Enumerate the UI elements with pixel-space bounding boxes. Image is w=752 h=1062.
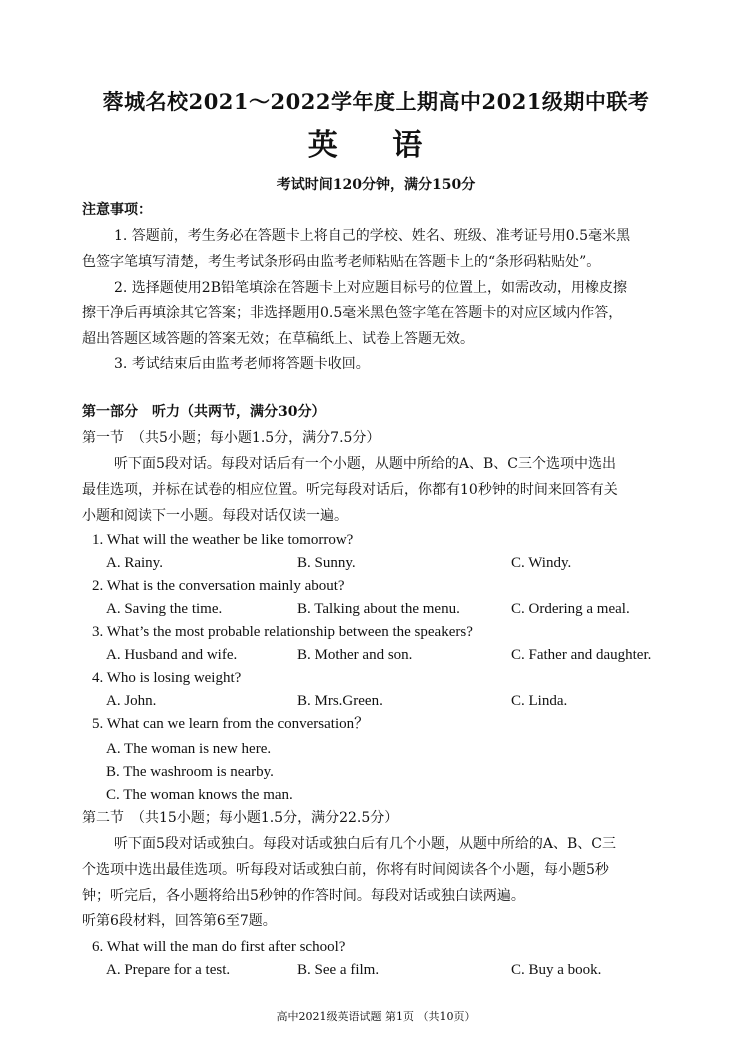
exam-info: 考试时间120分钟，满分150分 (276, 177, 476, 193)
option-c: C. Ordering a meal. (511, 601, 630, 617)
option-b: B. Talking about the menu. (297, 601, 460, 617)
option-b: B. Mother and son. (297, 647, 413, 663)
subject-title: 英 语 (307, 128, 445, 163)
option-a: A. Saving the time. (106, 601, 223, 617)
question-stem: 5. What can we learn from the conversation？ (92, 716, 370, 732)
option-c: C. Linda. (511, 693, 568, 709)
question-stem: 6. What will the man do first after school? (92, 939, 346, 955)
section1-instruction: 小题和阅读下一小题。每段对话仅读一遍。 (82, 508, 348, 524)
material-6-label: 听第6段材料，回答第6至7题。 (82, 913, 277, 929)
section2-instruction: 听下面5段对话或独白。每段对话或独白后有几个小题，从题中所给的A、B、C三 (114, 836, 617, 852)
page-footer: 高中2021级英语试题 第1页 （共10页） (276, 1010, 476, 1023)
option-a: A. John. (106, 693, 157, 709)
notes-line: 1. 答题前，考生务必在答题卡上将自己的学校、姓名、班级、准考证号用0.5毫米黑 (114, 228, 631, 244)
notes-line: 擦干净后再填涂其它答案；非选择题用0.5毫米黑色签字笔在答题卡的对应区域内作答， (82, 305, 623, 321)
section1-heading: 第一节 （共5小题；每小题1.5分，满分7.5分） (82, 430, 381, 446)
section2-instruction: 钟；听完后，各小题将给出5秒钟的作答时间。每段对话或独白读两遍。 (82, 888, 525, 904)
option-b: B. Mrs.Green. (297, 693, 383, 709)
question-stem: 4. Who is losing weight? (92, 670, 242, 686)
question-stem: 1. What will the weather be like tomorrow? (92, 532, 354, 548)
option-a: A. Husband and wife. (106, 647, 238, 663)
option-c: C. Buy a book. (511, 962, 602, 978)
option-b: B. Sunny. (297, 555, 356, 571)
part1-heading: 第一部分 听力（共两节，满分30分） (82, 404, 326, 420)
exam-title: 蓉城名校2021～2022学年度上期高中2021级期中联考 (102, 89, 650, 114)
option-c: C. Windy. (511, 555, 572, 571)
section2-instruction: 个选项中选出最佳选项。听每段对话或独白前，你将有时间阅读各个小题，每小题5秒 (82, 862, 609, 878)
option-a: A. The woman is new here. (106, 741, 272, 757)
option-b: B. The washroom is nearby. (106, 764, 274, 780)
notes-line: 3. 考试结束后由监考老师将答题卡收回。 (114, 356, 370, 372)
notes-line: 色签字笔填写清楚，考生考试条形码由监考老师粘贴在答题卡上的“条形码粘贴处”。 (82, 254, 601, 270)
option-c: C. Father and daughter. (511, 647, 652, 663)
option-b: B. See a film. (297, 962, 380, 978)
notes-heading: 注意事项： (82, 202, 152, 218)
option-c: C. The woman knows the man. (106, 787, 293, 803)
option-a: A. Prepare for a test. (106, 962, 231, 978)
notes-line: 2. 选择题使用2B铅笔填涂在答题卡上对应题目标号的位置上，如需改动，用橡皮擦 (114, 280, 628, 296)
section1-instruction: 最佳选项，并标在试卷的相应位置。听完每段对话后，你都有10秒钟的时间来回答有关 (82, 482, 618, 498)
question-stem: 3. What’s the most probable relationship between the speakers? (92, 624, 473, 640)
section1-instruction: 听下面5段对话。每段对话后有一个小题，从题中所给的A、B、C三个选项中选出 (114, 456, 617, 472)
section2-heading: 第二节 （共15小题；每小题1.5分，满分22.5分） (82, 810, 399, 826)
question-stem: 2. What is the conversation mainly about? (92, 578, 345, 594)
option-a: A. Rainy. (106, 555, 163, 571)
notes-line: 超出答题区域答题的答案无效；在草稿纸上、试卷上答题无效。 (82, 331, 474, 347)
